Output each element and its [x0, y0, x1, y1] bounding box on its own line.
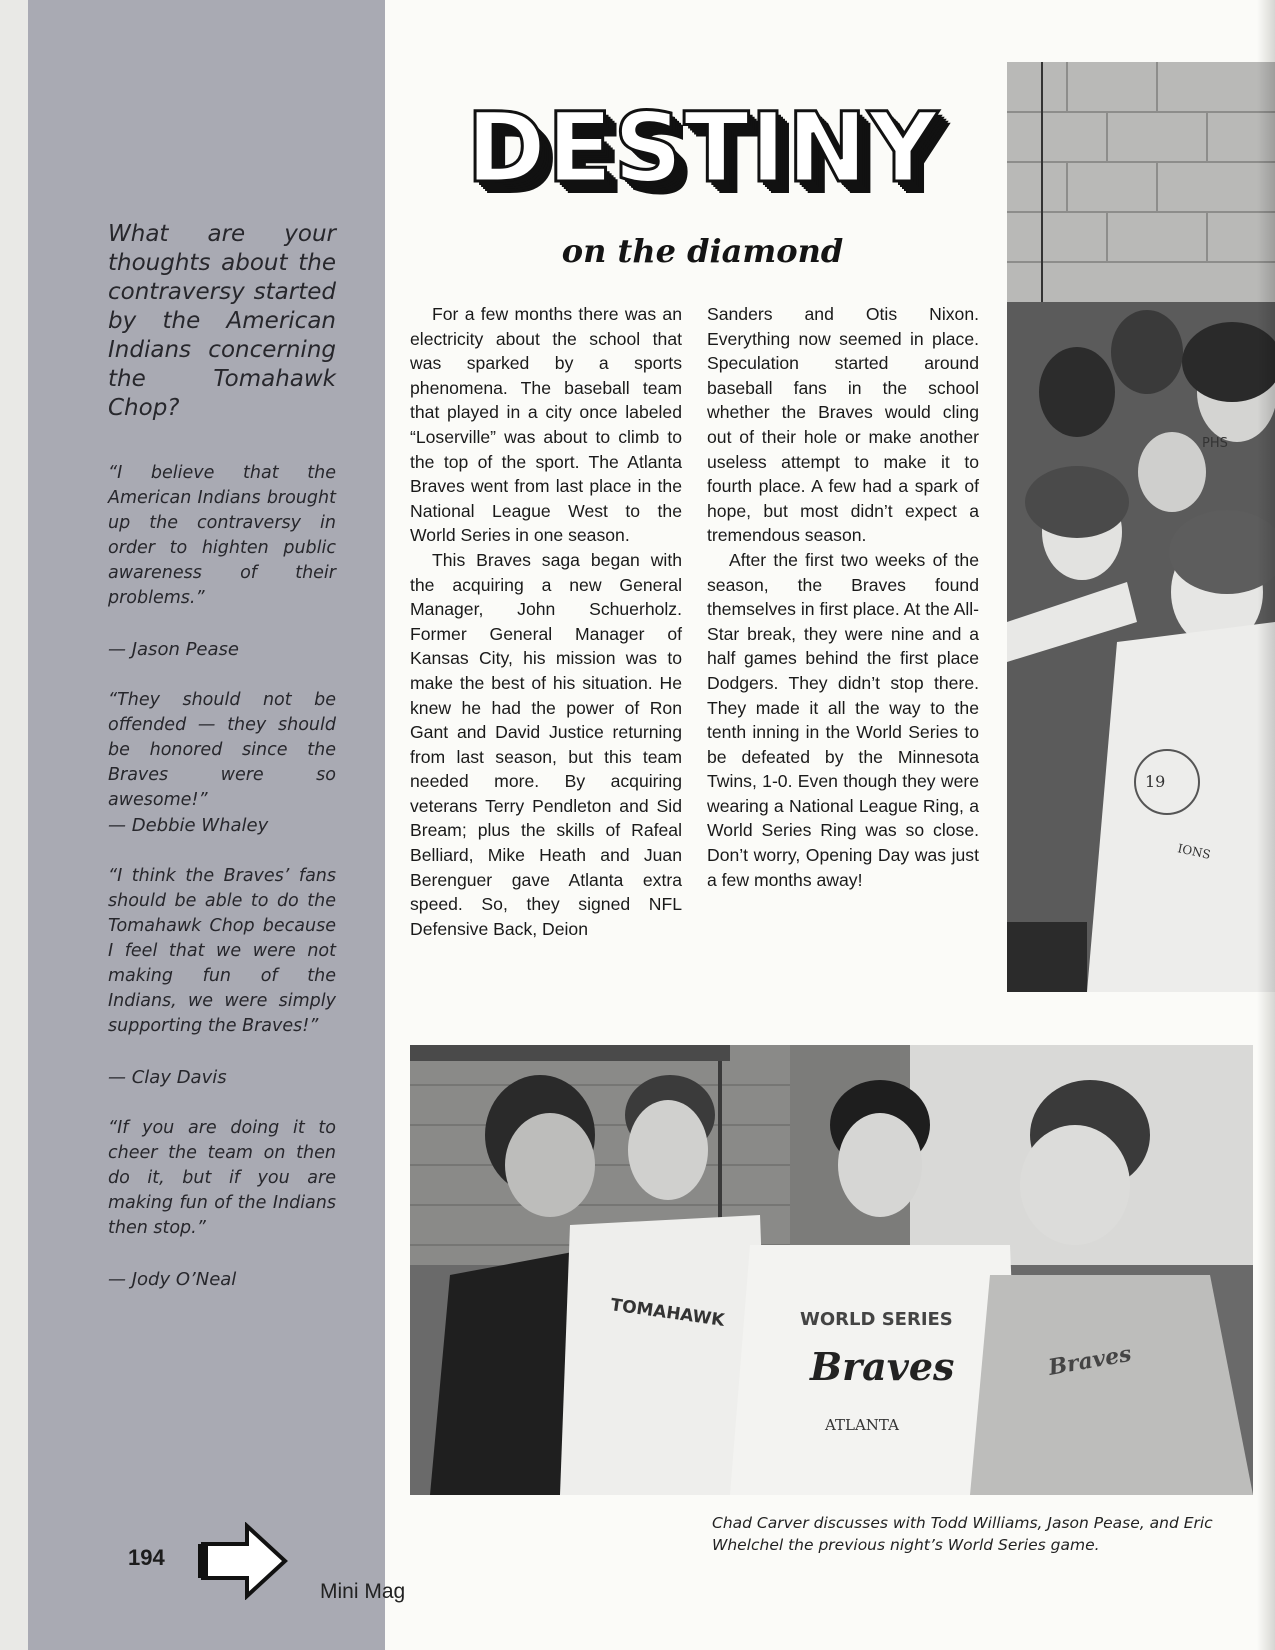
photo-students-image: [410, 1045, 1253, 1495]
paragraph: After the first two weeks of the season, the Braves found themselves in first place. At the All-Star break, they were nine and a half games behind the first place Dodgers. They didn’t stop there. They made it all the way to the tenth inning in the World Series to be defeated by the Minnesota Twins, 1-0. Even though they were wearing a National League Ring, a World Series Ring was so close. Don’t worry, Opening Day was just a few months away!: [707, 549, 979, 890]
paragraph: Sanders and Otis Nixon. Everything now seemed in place. Speculation started around baseball fans in the school whether the Braves would cling out of their hole or make another useless attempt to make it to fourth place. A few had a spark of hope, but most didn’t expect a tremendous season.: [707, 304, 979, 546]
quote-text: “I believe that the American Indians brought up the contraversy in order to highten public awareness of their problems.”: [108, 463, 336, 608]
page-edge: [0, 0, 28, 1650]
article-column-1: [410, 302, 682, 941]
quote-text: “If you are doing it to cheer the team on then do it, but if you are making fun of the Indians then stop.”: [108, 1118, 336, 1238]
arrow-right-icon: [197, 1522, 291, 1600]
quote-text: “I think the Braves’ fans should be able to do the Tomahawk Chop because I feel that we were not making fun of the Indians, we were simply supporting the Braves!”: [108, 866, 336, 1036]
sidebar-quotes: [108, 220, 336, 1292]
quote-author: — Debbie Whaley: [108, 815, 269, 836]
shirt-text: Braves: [810, 1344, 955, 1389]
paragraph: This Braves saga began with the acquiring a new General Manager, John Schuerholz. Former General Manager of Kansas City, his mission was to make the best of his situation. He knew he had the power of Ron Gant and David Justice returning from last season, but this team needed more. By acquiring veterans Terry Pendleton and Sid Bream; plus the skills of Rafeal Belliard, Mike Heath and Juan Berenguer gave Atlanta extra speed. So, they signed NFL Defensive Back, Deion: [410, 549, 682, 939]
shirt-text: IONS: [1176, 841, 1212, 862]
page-number: 194: [128, 1545, 165, 1570]
quote-author: — Jody O’Neal: [108, 1269, 237, 1290]
headline-title: DESTINY: [466, 92, 939, 204]
quote-author: — Jason Pease: [108, 639, 239, 660]
shirt-text: Braves: [1046, 1340, 1134, 1381]
photo-students: [410, 1045, 1253, 1495]
headline-subtitle: on the diamond: [561, 232, 844, 270]
photo-fans: [1007, 62, 1275, 992]
photo-fans-image: [1007, 62, 1275, 992]
headline-block: [430, 88, 975, 223]
badge-text: PHS: [1202, 436, 1228, 451]
quote-text: “They should not be offended — they should be honored since the Braves were so awesome!”: [108, 690, 336, 810]
binding-shadow: [1257, 0, 1275, 1650]
photo-caption: Chad Carver discusses with Todd Williams, Jason Pease, and Eric Whelchel the previous night’s World Series game.: [712, 1514, 1213, 1554]
shirt-text: 19: [1145, 772, 1166, 791]
quote-author: — Clay Davis: [108, 1067, 227, 1088]
shirt-text: WORLD SERIES: [800, 1309, 953, 1330]
section-label: Mini Mag: [320, 1580, 406, 1603]
paragraph: For a few months there was an electricity about the school that was sparked by a sports phenomena. The baseball team that played in a city once labeled “Loserville” was about to climb to the top of the sport. The Atlanta Braves went from last place in the National League West to the World Series in one season.: [410, 304, 682, 546]
shirt-text: ATLANTA: [825, 1416, 899, 1434]
article-column-2: [707, 302, 979, 892]
shirt-text: TOMAHAWK: [609, 1295, 726, 1331]
sidebar-question: What are your thoughts about the contraversy started by the American Indians concerning the Tomahawk Chop?: [108, 221, 336, 421]
